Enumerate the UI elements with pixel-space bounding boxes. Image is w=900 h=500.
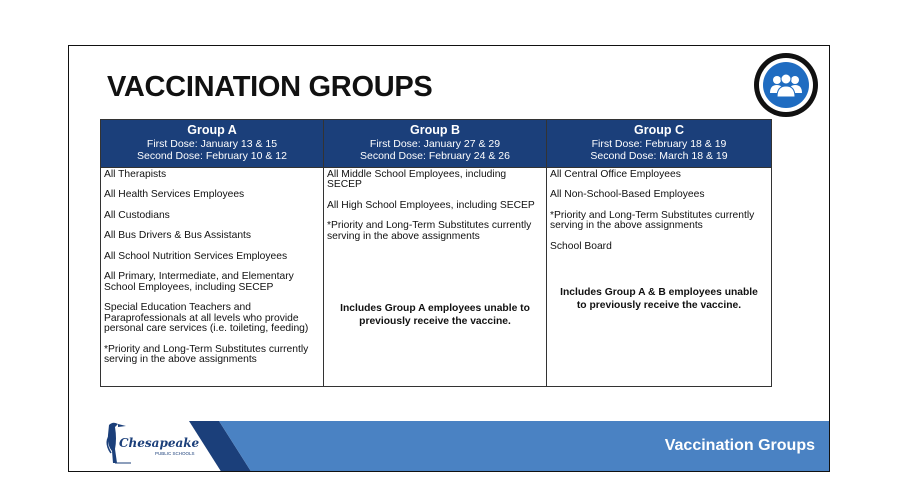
list-item: All School Nutrition Services Employees bbox=[104, 250, 288, 262]
list-item: School Board bbox=[550, 240, 612, 252]
list-item: *Priority and Long-Term Substitutes currently serving in the above assignments bbox=[550, 209, 755, 231]
list-item: All Central Office Employees bbox=[550, 168, 681, 180]
list-item: All Primary, Intermediate, and Elementary School Employees, including SECEP bbox=[104, 271, 294, 293]
group-header bbox=[324, 120, 547, 168]
logo-text: Chesapeake bbox=[119, 436, 200, 450]
list-item: Special Education Teachers and Paraprofessionals at all levels who provide personal care services (i.e. toileting, feeding) bbox=[104, 302, 309, 334]
group-b-cell bbox=[324, 167, 547, 386]
list-item: All Bus Drivers & Bus Assistants bbox=[104, 230, 252, 241]
list-item: All High School Employees, including SECEP bbox=[327, 199, 535, 211]
list-item: All Non-School-Based Employees bbox=[550, 189, 705, 200]
second-dose: Second Dose: February 10 & 12 bbox=[136, 150, 287, 162]
group-note: Includes Group A employees unable to previously receive the vaccine. bbox=[340, 303, 530, 327]
second-dose: Second Dose: March 18 & 19 bbox=[590, 150, 728, 162]
group-a-cell bbox=[101, 167, 324, 386]
list-item: All Therapists bbox=[104, 168, 167, 180]
first-dose: First Dose: February 18 & 19 bbox=[591, 137, 727, 150]
people-group-icon bbox=[763, 62, 809, 108]
group-name: Group A bbox=[187, 123, 237, 137]
list-item: All Health Services Employees bbox=[104, 189, 245, 200]
first-dose: First Dose: January 27 & 29 bbox=[369, 137, 501, 150]
group-header bbox=[547, 120, 772, 168]
second-dose: Second Dose: February 24 & 26 bbox=[359, 150, 510, 162]
vaccination-groups-table bbox=[100, 119, 772, 387]
logo-subtext: PUBLIC SCHOOLS bbox=[155, 451, 195, 456]
group-name: Group C bbox=[634, 123, 684, 137]
list-item: All Custodians bbox=[104, 209, 170, 221]
list-item: *Priority and Long-Term Substitutes currently serving in the above assignments bbox=[104, 343, 309, 365]
first-dose: First Dose: January 13 & 15 bbox=[146, 137, 278, 150]
group-note: Includes Group A & B employees unable to previously receive the vaccine. bbox=[560, 287, 758, 311]
slide bbox=[68, 45, 830, 472]
footer-label: Vaccination Groups bbox=[664, 437, 815, 454]
group-c-cell bbox=[547, 167, 772, 386]
page-title: VACCINATION GROUPS bbox=[107, 71, 433, 103]
group-name: Group B bbox=[410, 123, 460, 137]
list-item: All Middle School Employees, including SECEP bbox=[327, 168, 507, 190]
group-header bbox=[101, 120, 324, 168]
list-item: *Priority and Long-Term Substitutes currently serving in the above assignments bbox=[327, 220, 532, 242]
group-badge bbox=[754, 53, 818, 117]
